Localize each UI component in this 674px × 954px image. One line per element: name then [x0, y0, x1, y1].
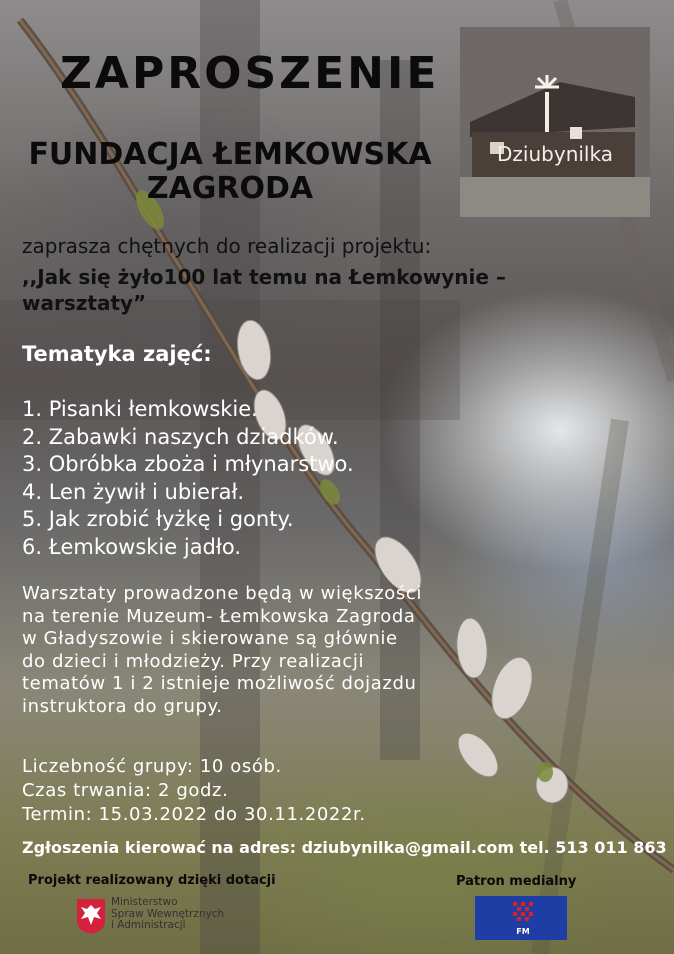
- fm-text: FM: [516, 927, 530, 936]
- list-item: 2. Zabawki naszych dziadków.: [22, 424, 339, 449]
- group-size: Liczebność grupy: 10 osób.: [22, 756, 282, 777]
- contact-info: Zgłoszenia kierować na adres: dziubynilka@gmail.com tel. 513 011 863: [22, 838, 667, 857]
- ministry-line: Ministerstwo: [111, 896, 178, 908]
- list-item: 4. Len żywił i ubierał.: [22, 479, 245, 504]
- duration: Czas trwania: 2 godz.: [22, 780, 229, 801]
- description-line: w Gładyszowie i skierowane są głównie: [22, 628, 398, 649]
- details-block: [22, 755, 366, 827]
- house-with-windmill-icon: [460, 27, 650, 217]
- list-item: 3. Obróbka zboża i młynarstwo.: [22, 452, 354, 476]
- topics-heading: Tematyka zajęć:: [22, 342, 212, 366]
- polish-eagle-emblem-icon: [75, 897, 107, 935]
- project-line-2: warsztaty”: [22, 291, 147, 315]
- description-line: na terenie Muzeum- Łemkowska Zagroda: [22, 605, 416, 627]
- description-line: Warsztaty prowadzone będą w większości: [22, 583, 422, 604]
- fm-icon: [475, 896, 567, 940]
- ministry-line: Spraw Wewnętrznych: [111, 907, 225, 920]
- dziubynilka-logo: [460, 27, 650, 217]
- list-item: 5. Jak zrobić łyżkę i gonty.: [22, 507, 294, 531]
- intro-text: zaprasza chętnych do realizacji projektu:: [22, 234, 432, 258]
- date-range: Termin: 15.03.2022 do 30.11.2022r.: [22, 804, 366, 825]
- radio-fm-logo: [475, 896, 567, 940]
- organization-line-2: ZAGRODA: [146, 171, 314, 206]
- description-line: tematów 1 i 2 istnieje możliwość dojazdu: [22, 673, 417, 694]
- project-title: [22, 264, 582, 316]
- description-line: instruktora do grupy.: [22, 695, 223, 717]
- ministry-name: [111, 897, 224, 932]
- description-line: do dzieci i młodzieży. Przy realizacji: [22, 650, 365, 672]
- topics-list: [22, 396, 354, 561]
- logo-text: Dziubynilka: [497, 142, 613, 166]
- ministry-logo: [75, 897, 245, 937]
- page-title: ZAPROSZENIE: [60, 48, 440, 99]
- media-patron-label: Patron medialny: [456, 874, 577, 889]
- organization-line-1: FUNDACJA ŁEMKOWSKA: [28, 137, 432, 172]
- list-item: 6. Łemkowskie jadło.: [22, 534, 242, 559]
- funding-label: Projekt realizowany dzięki dotacji: [28, 873, 276, 888]
- organization-name: [20, 138, 440, 206]
- description-paragraph: [22, 583, 482, 718]
- ministry-line: i Administracji: [111, 919, 186, 931]
- list-item: 1. Pisanki łemkowskie.: [22, 397, 258, 421]
- project-line-1: ,,Jak się żyło100 lat temu na Łemkowynie –: [22, 265, 506, 289]
